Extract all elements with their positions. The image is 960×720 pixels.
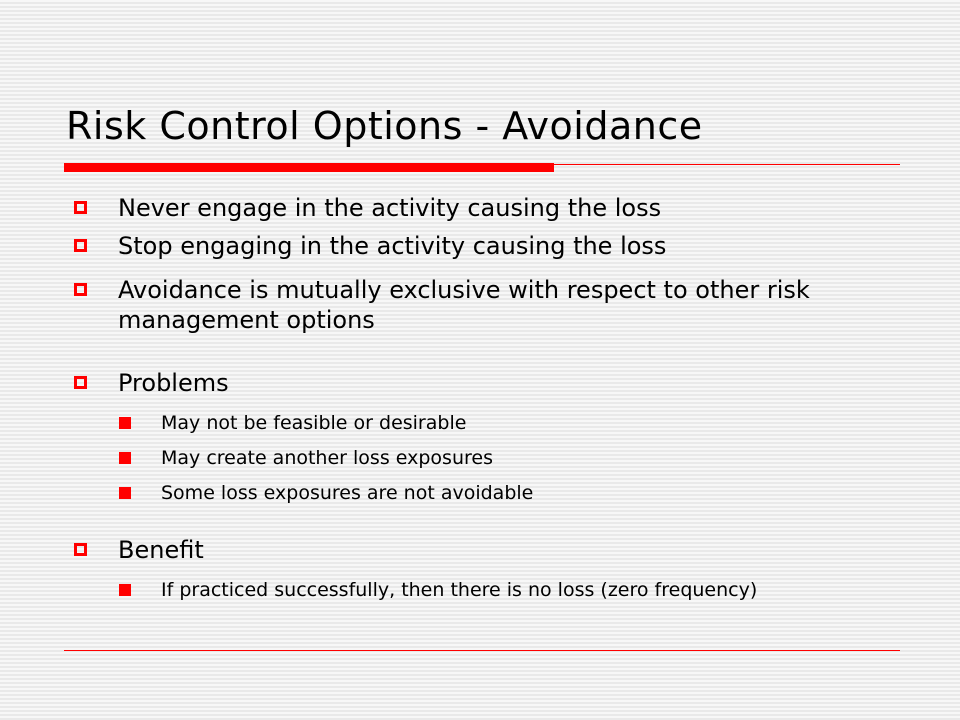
bullet-text: Stop engaging in the activity causing the loss bbox=[118, 232, 667, 260]
hollow-square-bullet-icon bbox=[74, 239, 87, 252]
filled-square-bullet-icon bbox=[119, 452, 131, 464]
benefit-heading: Benefit bbox=[118, 536, 204, 564]
problems-heading: Problems bbox=[118, 369, 229, 397]
filled-square-bullet-icon bbox=[119, 417, 131, 429]
sub-bullet-item bbox=[119, 446, 821, 470]
footer-divider-line bbox=[64, 650, 900, 651]
bullet-item bbox=[74, 231, 818, 261]
bullet-item-benefit bbox=[74, 535, 204, 565]
filled-square-bullet-icon bbox=[119, 487, 131, 499]
sub-bullet-text: Some loss exposures are not avoidable bbox=[161, 482, 534, 504]
filled-square-bullet-icon bbox=[119, 584, 131, 596]
hollow-square-bullet-icon bbox=[74, 283, 87, 296]
slide-title: Risk Control Options - Avoidance bbox=[66, 104, 703, 148]
sub-bullet-item bbox=[119, 481, 821, 505]
title-divider-line bbox=[64, 164, 900, 165]
sub-bullet-text: May not be feasible or desirable bbox=[161, 412, 467, 434]
bullet-text: Never engage in the activity causing the loss bbox=[118, 194, 662, 222]
bullet-text: Avoidance is mutually exclusive with respect to other risk management options bbox=[118, 276, 810, 334]
hollow-square-bullet-icon bbox=[74, 543, 87, 556]
sub-bullet-item bbox=[119, 578, 821, 602]
hollow-square-bullet-icon bbox=[74, 201, 87, 214]
bullet-item bbox=[74, 193, 818, 223]
sub-bullet-text: May create another loss exposures bbox=[161, 447, 493, 469]
sub-bullet-item bbox=[119, 411, 821, 435]
bullet-item bbox=[74, 275, 818, 335]
sub-bullet-text: If practiced successfully, then there is no loss (zero frequency) bbox=[161, 579, 758, 601]
bullet-item-problems bbox=[74, 368, 229, 398]
hollow-square-bullet-icon bbox=[74, 376, 87, 389]
